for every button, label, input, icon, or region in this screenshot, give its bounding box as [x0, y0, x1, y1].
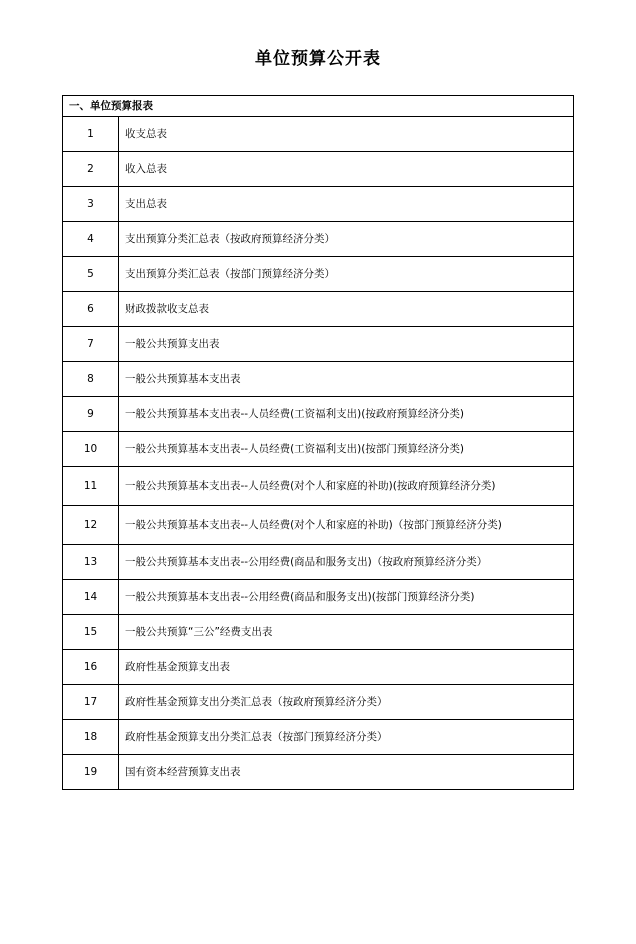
row-index: 6: [63, 292, 119, 327]
row-index: 18: [63, 720, 119, 755]
row-index: 2: [63, 152, 119, 187]
row-label: 一般公共预算基本支出表: [119, 362, 574, 397]
table-row: [63, 152, 574, 187]
table-row: [63, 397, 574, 432]
row-index: 8: [63, 362, 119, 397]
row-label: 一般公共预算基本支出表--人员经费(工资福利支出)(按部门预算经济分类): [119, 432, 574, 467]
row-index: 10: [63, 432, 119, 467]
table-row: [63, 117, 574, 152]
row-index: 1: [63, 117, 119, 152]
table-row: [63, 327, 574, 362]
row-label: 一般公共预算基本支出表--公用经费(商品和服务支出)（按政府预算经济分类）: [119, 545, 574, 580]
row-index: 14: [63, 580, 119, 615]
table-row: [63, 467, 574, 506]
row-label: 一般公共预算基本支出表--人员经费(对个人和家庭的补助)(按政府预算经济分类): [119, 467, 574, 506]
row-index: 19: [63, 755, 119, 790]
row-label: 支出预算分类汇总表（按政府预算经济分类）: [119, 222, 574, 257]
row-index: 17: [63, 685, 119, 720]
row-index: 3: [63, 187, 119, 222]
row-label: 收支总表: [119, 117, 574, 152]
table-row: [63, 720, 574, 755]
table-row: [63, 292, 574, 327]
table-row: [63, 362, 574, 397]
table-row: [63, 432, 574, 467]
table-row: [63, 187, 574, 222]
row-index: 7: [63, 327, 119, 362]
row-label: 收入总表: [119, 152, 574, 187]
row-label: 政府性基金预算支出表: [119, 650, 574, 685]
row-label: 支出预算分类汇总表（按部门预算经济分类）: [119, 257, 574, 292]
row-label: 财政拨款收支总表: [119, 292, 574, 327]
table-row: [63, 222, 574, 257]
page-title: 单位预算公开表: [255, 49, 381, 69]
row-label: 一般公共预算基本支出表--人员经费(工资福利支出)(按政府预算经济分类): [119, 397, 574, 432]
row-index: 4: [63, 222, 119, 257]
row-label: 一般公共预算基本支出表--人员经费(对个人和家庭的补助)（按部门预算经济分类): [119, 506, 574, 545]
table-row: [63, 615, 574, 650]
table-body: [63, 96, 574, 790]
row-index: 13: [63, 545, 119, 580]
table-row: [63, 257, 574, 292]
section-header-label: 一、单位预算报表: [63, 96, 574, 117]
table-row: [63, 685, 574, 720]
row-label: 政府性基金预算支出分类汇总表（按政府预算经济分类）: [119, 685, 574, 720]
row-index: 11: [63, 467, 119, 506]
table-row: [63, 650, 574, 685]
row-label: 支出总表: [119, 187, 574, 222]
row-index: 12: [63, 506, 119, 545]
row-index: 9: [63, 397, 119, 432]
row-index: 15: [63, 615, 119, 650]
row-index: 5: [63, 257, 119, 292]
table-section-header-row: [63, 96, 574, 117]
table-row: [63, 506, 574, 545]
document-page: [0, 44, 636, 944]
row-index: 16: [63, 650, 119, 685]
row-label: 政府性基金预算支出分类汇总表（按部门预算经济分类）: [119, 720, 574, 755]
table-row: [63, 580, 574, 615]
table-row: [63, 545, 574, 580]
table-row: [63, 755, 574, 790]
row-label: 一般公共预算基本支出表--公用经费(商品和服务支出)(按部门预算经济分类): [119, 580, 574, 615]
row-label: 一般公共预算支出表: [119, 327, 574, 362]
row-label: 一般公共预算“三公”经费支出表: [119, 615, 574, 650]
budget-report-table: [62, 95, 574, 790]
row-label: 国有资本经营预算支出表: [119, 755, 574, 790]
